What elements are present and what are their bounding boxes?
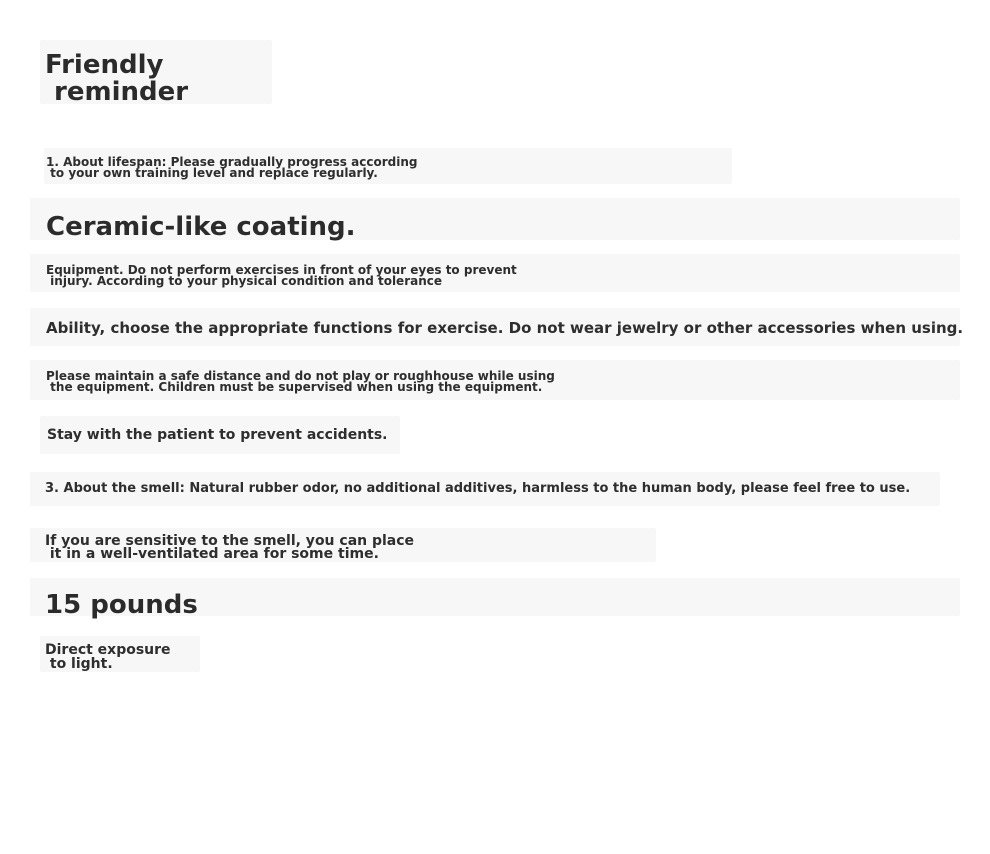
page-title: Friendly reminder xyxy=(45,50,189,107)
equipment-note: Equipment. Do not perform exercises in front of your eyes to prevent injury. According to your physical condition and tolerance xyxy=(46,263,517,288)
ability-note: Ability, choose the appropriate functions for exercise. Do not wear jewelry or other accessories when using. xyxy=(46,319,964,337)
lifespan-note: 1. About lifespan: Please gradually progress according to your own training level and replace regularly. xyxy=(46,155,418,180)
distance-note: Please maintain a safe distance and do not play or roughhouse while using the equipment. Children must be supervised when using the equipment. xyxy=(46,369,555,394)
patient-note: Stay with the patient to prevent accidents. xyxy=(47,427,388,443)
coating-heading: Ceramic-like coating. xyxy=(46,212,356,242)
smell-note: 3. About the smell: Natural rubber odor, no additional additives, harmless to the human body, please feel free to use. xyxy=(45,481,911,496)
sensitive-note: If you are sensitive to the smell, you can place it in a well-ventilated area for some time. xyxy=(45,533,415,562)
exposure-note: Direct exposure to light. xyxy=(45,642,171,672)
weight-heading: 15 pounds xyxy=(45,590,198,620)
